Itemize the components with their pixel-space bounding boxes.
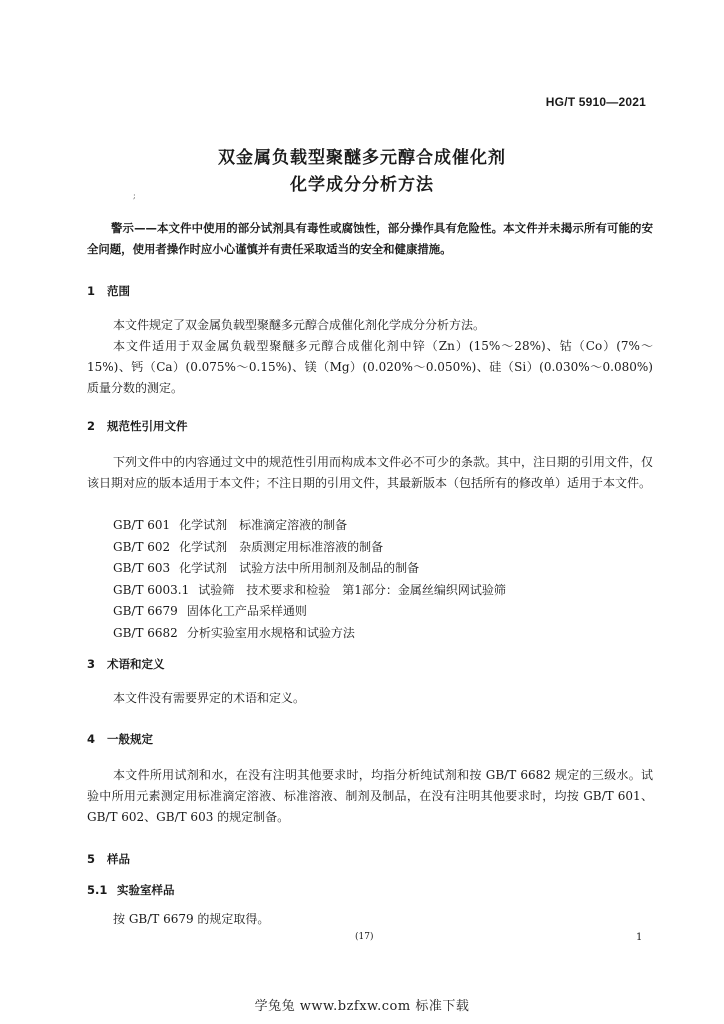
section-number: 3 xyxy=(87,657,96,671)
reference-title: 固体化工产品采样通则 xyxy=(186,604,307,619)
reference-title: 试验筛 技术要求和检验 第1部分：金属丝编织网试验筛 xyxy=(198,582,506,597)
reference-title: 化学试剂 试验方法中所用制剂及制品的制备 xyxy=(179,561,420,576)
section-1-heading xyxy=(87,283,130,299)
reference-title: 分析实验室用水规格和试验方法 xyxy=(186,625,355,640)
paragraph: 本文件所用试剂和水，在没有注明其他要求时，均指分析纯试剂和按 GB/T 6682 规定的三级水。试验中所用元素测定用标准滴定溶液、标准溶液、制剂及制品，在没有注明其他要求时，均按 GB/T 601、GB/T 602、GB/T 603 的规定制备。 xyxy=(87,768,653,824)
reference-item xyxy=(113,601,506,623)
reference-code: GB/T 601 xyxy=(113,518,171,532)
reference-code: GB/T 6003.1 xyxy=(113,582,190,597)
section-number: 4 xyxy=(87,732,96,746)
stray-mark: ; xyxy=(133,191,136,200)
section-title: 实验室样品 xyxy=(117,883,175,897)
section-title: 范围 xyxy=(107,284,130,298)
section-title: 样品 xyxy=(107,852,130,866)
section-number: 2 xyxy=(87,419,96,433)
section-title: 一般规定 xyxy=(107,732,153,746)
section-title: 术语和定义 xyxy=(107,657,165,671)
reference-item xyxy=(113,558,506,580)
section-2-body xyxy=(87,452,653,494)
paragraph: 本文件适用于双金属负载型聚醚多元醇合成催化剂中锌（Zn）(15%～28%)、钴（Co）(7%～15%)、钙（Ca）(0.075%～0.15%)、镁（Mg）(0.020%～0.050%)、硅（Si）(0.030%～0.080%) 质量分数的测定。 xyxy=(87,339,653,395)
section-4-heading xyxy=(87,731,153,747)
paragraph: 本文件规定了双金属负载型聚醚多元醇合成催化剂化学成分分析方法。 xyxy=(113,318,486,332)
paragraph: 本文件没有需要界定的术语和定义。 xyxy=(113,691,306,705)
section-number: 5.1 xyxy=(87,883,108,897)
document-title-line2: 化学成分分析方法 xyxy=(290,175,434,195)
normative-reference-list xyxy=(113,515,506,645)
paragraph: 下列文件中的内容通过文中的规范性引用而构成本文件必不可少的条款。其中，注日期的引用文件，仅该日期对应的版本适用于本文件；不注日期的引用文件，其最新版本（包括所有的修改单）适用于本文件。 xyxy=(87,455,654,490)
watermark-footer: 学兔兔 www.bzfxw.com 标准下载 xyxy=(254,999,470,1014)
section-2-heading xyxy=(87,418,188,434)
section-number: 1 xyxy=(87,284,96,298)
section-3-heading xyxy=(87,656,165,672)
warning-paragraph: 警示——本文件中使用的部分试剂具有毒性或腐蚀性，部分操作具有危险性。本文件并未揭示所有可能的安全问题，使用者操作时应小心谨慎并有责任采取适当的安全和健康措施。 xyxy=(87,221,653,256)
subsection-5-1-body xyxy=(87,909,653,930)
section-3-body xyxy=(87,688,653,709)
standard-code: HG/T 5910—2021 xyxy=(545,95,646,109)
paragraph: 按 GB/T 6679 的规定取得。 xyxy=(113,912,270,926)
reference-code: GB/T 6679 xyxy=(113,604,178,619)
reference-item xyxy=(113,537,506,559)
subsection-5-1-heading xyxy=(87,882,175,898)
page-number-center: (17) xyxy=(355,932,374,942)
page-number-right: 1 xyxy=(636,932,643,943)
section-5-heading xyxy=(87,851,130,867)
reference-code: GB/T 602 xyxy=(113,539,171,554)
document-title-line1: 双金属负载型聚醚多元醇合成催化剂 xyxy=(218,148,506,168)
reference-code: GB/T 6682 xyxy=(113,625,178,640)
section-number: 5 xyxy=(87,852,96,866)
reference-title: 化学试剂 标准滴定溶液的制备 xyxy=(179,518,348,532)
reference-item xyxy=(113,623,506,645)
section-1-body xyxy=(87,315,653,399)
reference-item xyxy=(113,515,506,537)
reference-title: 化学试剂 杂质测定用标准溶液的制备 xyxy=(179,539,384,554)
reference-item xyxy=(113,580,506,602)
section-4-body xyxy=(87,765,653,828)
reference-code: GB/T 603 xyxy=(113,561,171,576)
section-title: 规范性引用文件 xyxy=(107,419,188,433)
